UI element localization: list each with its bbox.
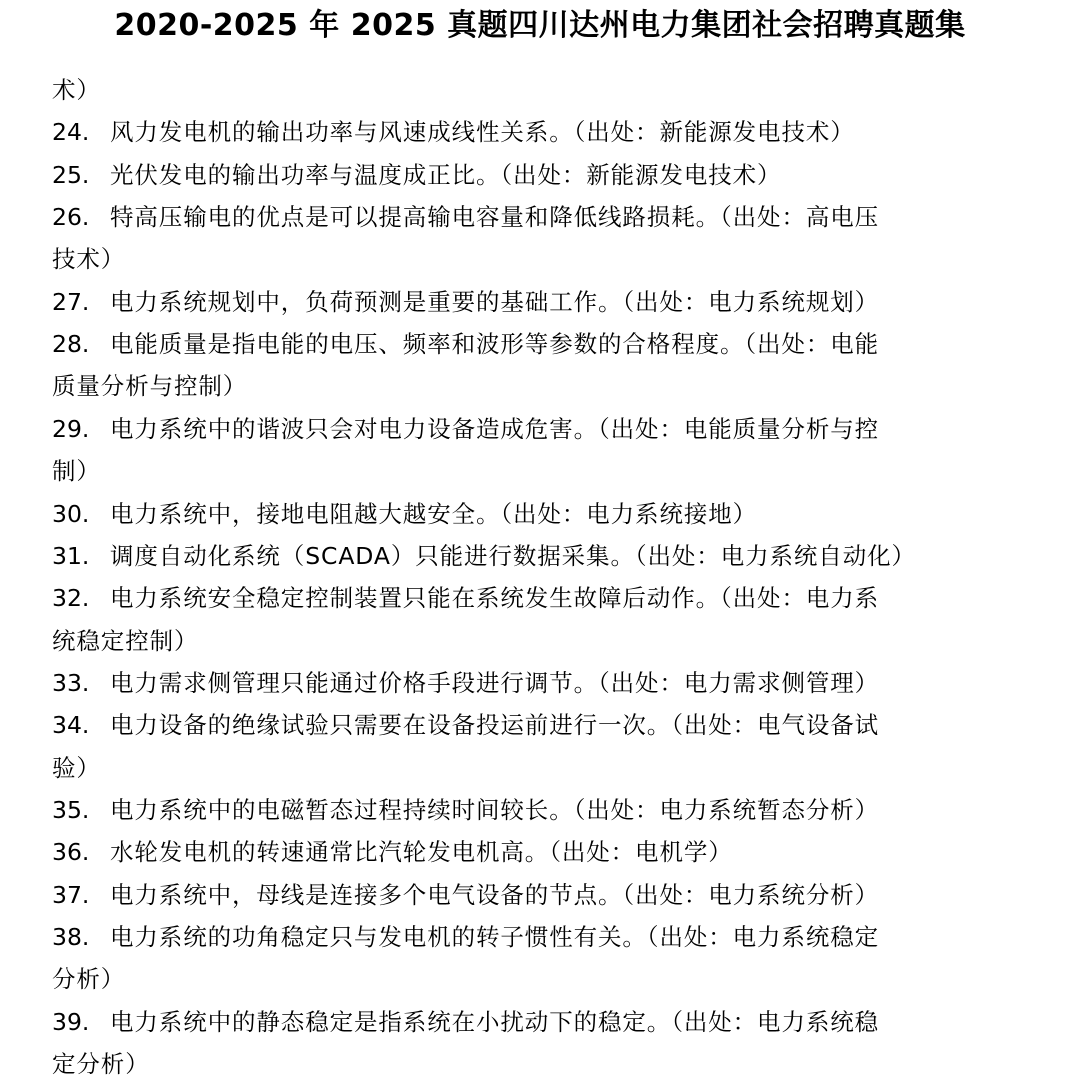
question-text: 技术） xyxy=(52,245,126,274)
question-line xyxy=(52,921,879,953)
question-number: 26. xyxy=(52,203,90,232)
question-text: 电力系统安全稳定控制装置只能在系统发生故障后动作。（出处：电力系 xyxy=(110,584,880,613)
question-number: 25. xyxy=(52,160,90,189)
question-line xyxy=(52,667,879,699)
question-text: 术） xyxy=(52,76,101,104)
question-text: 验） xyxy=(52,753,101,782)
question-number: 24. xyxy=(52,118,90,147)
question-text: 电力系统中的电磁暂态过程持续时间较长。（出处：电力系统暂态分析） xyxy=(110,796,880,824)
question-number: 34. xyxy=(52,711,90,740)
question-text: 电能质量是指电能的电压、频率和波形等参数的合格程度。（出处：电能 xyxy=(110,330,880,359)
question-line xyxy=(52,879,879,911)
question-text: 电力设备的绝缘试验只需要在设备投运前进行一次。（出处：电气设备试 xyxy=(110,711,880,740)
question-text: 光伏发电的输出功率与温度成正比。（出处：新能源发电技术） xyxy=(110,160,782,189)
question-number: 33. xyxy=(52,668,90,697)
question-line xyxy=(52,1006,879,1038)
question-continuation-line xyxy=(52,243,125,275)
question-continuation-line xyxy=(52,963,125,995)
question-number: 27. xyxy=(52,287,90,316)
question-line xyxy=(52,159,781,191)
question-line xyxy=(52,709,879,741)
question-continuation-line xyxy=(52,455,101,487)
question-line xyxy=(52,328,879,360)
question-number: 30. xyxy=(52,499,90,528)
question-text: 电力系统中的谐波只会对电力设备造成危害。（出处：电能质量分析与控 xyxy=(110,414,880,443)
question-number: 31. xyxy=(52,541,90,570)
question-text: 电力需求侧管理只能通过价格手段进行调节。（出处：电力需求侧管理） xyxy=(110,668,880,697)
question-number: 37. xyxy=(52,880,90,909)
question-line xyxy=(52,413,879,445)
question-text: 分析） xyxy=(52,965,126,994)
page-title: 2020-2025 年 2025 真题四川达州电力集团社会招聘真题集 xyxy=(114,8,966,43)
question-text: 统稳定控制） xyxy=(52,626,199,655)
question-number: 36. xyxy=(52,838,90,867)
question-text: 水轮发电机的转速通常比汽轮发电机高。（出处：电机学） xyxy=(110,838,733,867)
question-text: 电力系统中，母线是连接多个电气设备的节点。（出处：电力系统分析） xyxy=(110,880,880,909)
question-text: 特高压输电的优点是可以提高输电容量和降低线路损耗。（出处：高电压 xyxy=(110,203,880,232)
question-text: 电力系统规划中，负荷预测是重要的基础工作。（出处：电力系统规划） xyxy=(110,287,880,316)
question-number: 38. xyxy=(52,923,90,951)
question-continuation-line xyxy=(52,74,101,106)
question-line xyxy=(52,116,855,148)
question-continuation-line xyxy=(52,625,198,657)
question-line xyxy=(52,836,733,868)
question-text: 电力系统中的静态稳定是指系统在小扰动下的稳定。（出处：电力系统稳 xyxy=(110,1007,880,1036)
question-text: 电力系统中，接地电阻越大越安全。（出处：电力系统接地） xyxy=(110,499,758,528)
question-line xyxy=(52,498,757,530)
question-line xyxy=(52,582,879,614)
question-line xyxy=(52,286,879,318)
question-text: 定分析） xyxy=(52,1050,150,1079)
question-continuation-line xyxy=(52,1048,150,1080)
question-text: 质量分析与控制） xyxy=(52,372,248,401)
question-line xyxy=(52,794,879,826)
question-text: 调度自动化系统（SCADA）只能进行数据采集。（出处：电力系统自动化） xyxy=(110,541,916,570)
question-line xyxy=(52,540,916,572)
question-continuation-line xyxy=(52,370,247,402)
question-text: 制） xyxy=(52,457,101,486)
question-text: 电力系统的功角稳定只与发电机的转子惯性有关。（出处：电力系统稳定 xyxy=(110,923,880,951)
question-number: 35. xyxy=(52,796,90,824)
question-number: 39. xyxy=(52,1007,90,1036)
question-continuation-line xyxy=(52,752,101,784)
question-number: 29. xyxy=(52,414,90,443)
question-number: 28. xyxy=(52,330,90,359)
question-number: 32. xyxy=(52,584,90,613)
question-text: 风力发电机的输出功率与风速成线性关系。（出处：新能源发电技术） xyxy=(110,118,855,147)
question-line xyxy=(52,201,879,233)
